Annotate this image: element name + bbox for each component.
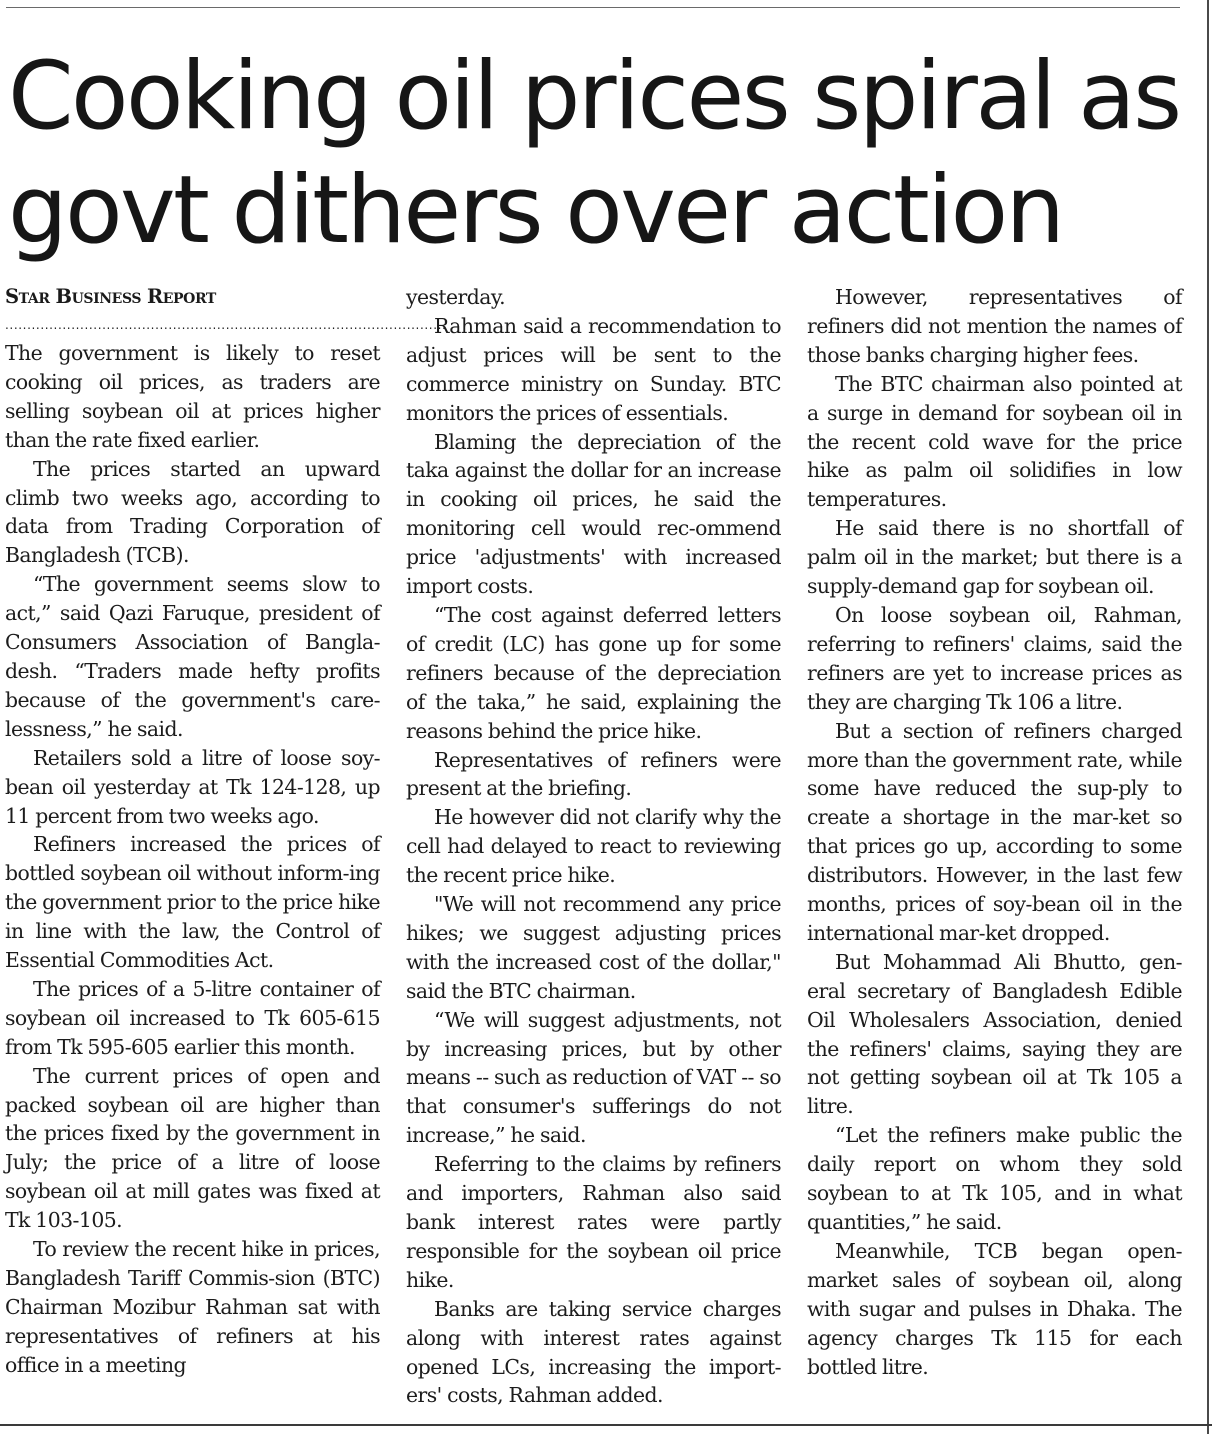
paragraph: Referring to the claims by refiners and importers, Rahman also said bank interest rates were partly responsible for the soybean oil price hike.	[406, 1152, 781, 1292]
paragraph: The prices of a 5-litre container of soybean oil increased to Tk 605-615 from Tk 595-605 earlier this month.	[5, 976, 380, 1059]
article-column-3	[807, 283, 1182, 1381]
paragraph: He however did not clarify why the cell had delayed to react to reviewing the recent price hike.	[406, 805, 781, 888]
paragraph: Rahman said a recommendation to adjust prices will be sent to the commerce ministry on Sunday. BTC monitors the prices of essentials.	[406, 313, 781, 425]
paragraph: Refiners increased the prices of bottled soybean oil without inform-ing the government prior to the price hike in line with the law, the Control of Essential Commodities Act.	[5, 832, 381, 973]
right-rule	[1207, 0, 1209, 1434]
paragraph: The government is likely to reset cooking oil prices, as traders are selling soybean oil at prices higher than the rate fixed earlier.	[5, 341, 380, 452]
paragraph: "We will not recommend any price hikes; we suggest adjusting prices with the increased cost of the dollar," said the BTC chairman.	[406, 892, 781, 1003]
paragraph: “We will suggest adjustments, not by increasing prices, but by other means -- such as reduction of VAT -- so that consumer's sufferings do not increase,” he said.	[406, 1007, 781, 1148]
paragraph: “Let the refiners make public the daily report on whom they sold soybean to at Tk 105, and in what quantities,” he said.	[807, 1123, 1182, 1234]
paragraph: Banks are taking service charges along with interest rates against opened LCs, increasing the import-ers' costs, Rahman added.	[406, 1296, 781, 1408]
article-column-1	[5, 283, 447, 1380]
paragraph: Retailers sold a litre of loose soy-bean oil yesterday at Tk 124-128, up 11 percent from two weeks ago.	[5, 745, 380, 828]
paragraph: Meanwhile, TCB began open-market sales of soybean oil, along with sugar and pulses in Dhaka. The agency charges Tk 115 for each bottled litre.	[807, 1238, 1182, 1379]
headline: Cooking oil prices spiral as govt dithers over action	[8, 42, 1180, 265]
paragraph: On loose soybean oil, Rahman, referring to refiners' claims, said the refiners are yet to increase prices as they are charging Tk 106 a litre.	[807, 602, 1182, 714]
byline-dotted-divider: ....................................................................................................	[5, 318, 447, 332]
bottom-rule	[0, 1424, 1212, 1426]
paragraph: yesterday.	[406, 285, 506, 309]
paragraph: But Mohammad Ali Bhutto, gen-eral secretary of Bangladesh Edible Oil Wholesalers Association, denied the refiners' claims, saying they are not getting soybean oil at Tk 105 a litre.	[807, 949, 1182, 1119]
paragraph: The current prices of open and packed soybean oil are higher than the prices fixed by the government in July; the price of a litre of loose soybean oil at mill gates was fixed at Tk 103-105.	[5, 1063, 380, 1233]
paragraph: The prices started an upward climb two weeks ago, according to data from Trading Corporation of Bangladesh (TCB).	[5, 456, 380, 568]
article-column-2	[406, 283, 781, 1410]
paragraph: “The cost against deferred letters of credit (LC) has gone up for some refiners because of the depreciation of the taka,” he said, explaining the reasons behind the price hike.	[406, 602, 781, 743]
paragraph: To review the recent hike in prices, Bangladesh Tariff Commis-sion (BTC) Chairman Mozibur Rahman sat with representatives of refiners at his office in a meeting	[5, 1237, 380, 1377]
paragraph: Blaming the depreciation of the taka against the dollar for an increase in cooking oil prices, he said the monitoring cell would rec-ommend price 'adjustments' with increased import costs.	[406, 429, 781, 599]
paragraph: But a section of refiners charged more than the government rate, while some have reduced the sup-ply to create a shortage in the mar-ket so that prices go up, according to some distributors. However, in the last few months, prices of soy-bean oil in the international mar-ket dropped.	[807, 718, 1182, 945]
byline: Star Business Report	[5, 285, 216, 308]
paragraph: However, representatives of refiners did not mention the names of those banks charging higher fees.	[807, 285, 1182, 367]
paragraph: “The government seems slow to act,” said Qazi Faruque, president of Consumers Association of Bangla-desh. “Traders made hefty profits because of the government's care-lessness,” he said.	[5, 572, 380, 741]
paragraph: He said there is no shortfall of palm oil in the market; but there is a supply-demand gap for soybean oil.	[807, 516, 1182, 599]
paragraph: The BTC chairman also pointed at a surge in demand for soybean oil in the recent cold wave for the price hike as palm oil solidifies in low temperatures.	[807, 371, 1182, 512]
paragraph: Representatives of refiners were present at the briefing.	[406, 747, 781, 801]
top-rule	[6, 7, 1180, 8]
